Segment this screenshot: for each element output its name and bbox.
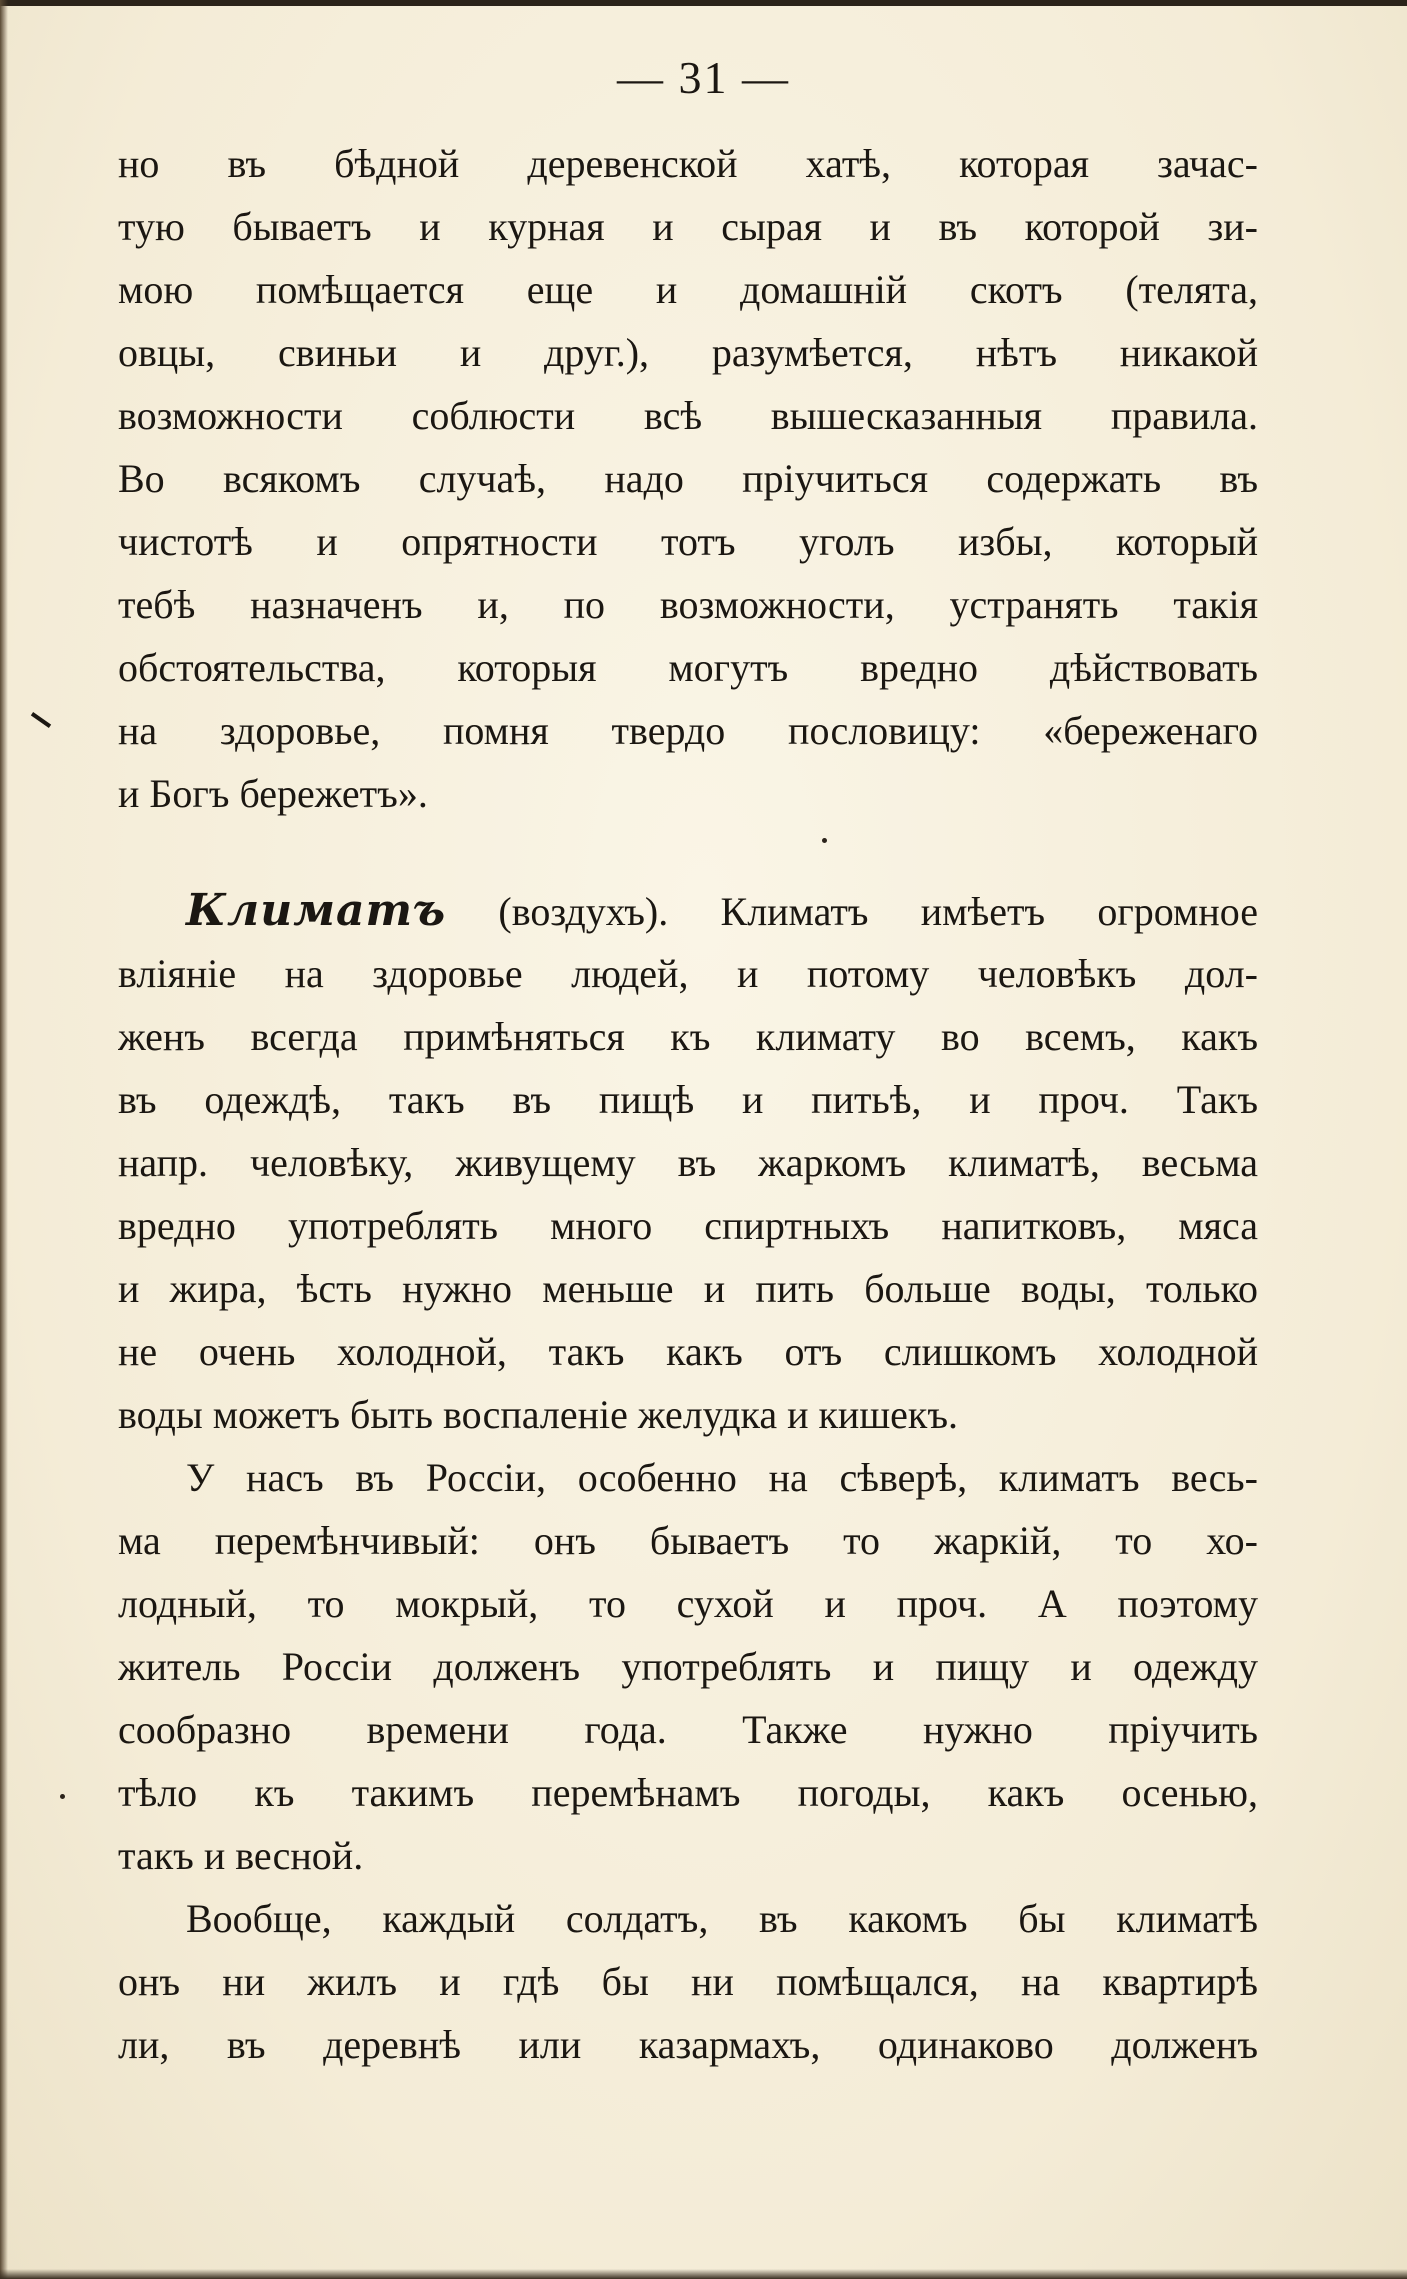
text-line: и жира, ѣсть нужно меньше и пить больше воды, только: [118, 1266, 1258, 1311]
text-line: такъ и весной.: [118, 1833, 364, 1878]
text-line: напр. человѣку, живущему въ жаркомъ климатѣ, весьма: [118, 1140, 1258, 1185]
top-border-rule: [0, 0, 1407, 6]
text-line: вліяніе на здоровье людей, и потому человѣкъ дол-: [118, 951, 1258, 996]
margin-pencil-mark: [31, 712, 51, 728]
text-line: онъ ни жилъ и гдѣ бы ни помѣщался, на квартирѣ: [118, 1959, 1258, 2004]
page-left-edge-shadow: [0, 0, 8, 2279]
paragraph-climate: [118, 879, 1258, 1446]
body-text: [118, 132, 1258, 2076]
ink-speck: [60, 1794, 65, 1799]
text-line: тебѣ назначенъ и, по возможности, устранять такія: [118, 582, 1258, 627]
text-line: лодный, то мокрый, то сухой и проч. А поэтому: [118, 1581, 1258, 1626]
text-line: женъ всегда примѣняться къ климату во всемъ, какъ: [118, 1014, 1258, 1059]
paragraph-1: [118, 132, 1258, 825]
page-number: — 31 —: [617, 52, 790, 103]
text-line: въ одеждѣ, такъ въ пищѣ и питьѣ, и проч. Такъ: [118, 1077, 1258, 1122]
text-line: мою помѣщается еще и домашній скотъ (телята,: [118, 267, 1258, 312]
section-first-line: [118, 879, 1258, 942]
text-line: ли, въ деревнѣ или казармахъ, одинаково долженъ: [118, 2022, 1258, 2067]
text-line: обстоятельства, которыя могутъ вредно дѣйствовать: [118, 645, 1258, 690]
text-line: и Богъ бережетъ».: [118, 771, 428, 816]
section-heading: Климатъ: [186, 885, 447, 936]
text-line: тую бываетъ и курная и сырая и въ которой зи-: [118, 204, 1258, 249]
text-line: Вообще, каждый солдатъ, въ какомъ бы климатѣ: [186, 1896, 1258, 1941]
text-line: но въ бѣдной деревенской хатѣ, которая зачас-: [118, 141, 1258, 186]
paragraph-4: [118, 1887, 1258, 2076]
paragraph-3: [118, 1446, 1258, 1887]
text-line: не очень холодной, такъ какъ отъ слишкомъ холодной: [118, 1329, 1258, 1374]
text-line: житель Россіи долженъ употреблять и пищу и одежду: [118, 1644, 1258, 1689]
text-line: на здоровье, помня твердо пословицу: «береженаго: [118, 708, 1258, 753]
text-line: Во всякомъ случаѣ, надо пріучиться содержать въ: [118, 456, 1258, 501]
text-line: овцы, свиньи и друг.), разумѣется, нѣтъ никакой: [118, 330, 1258, 375]
text-line: сообразно времени года. Также нужно пріучить: [118, 1707, 1258, 1752]
text-line: ма перемѣнчивый: онъ бываетъ то жаркій, то хо-: [118, 1518, 1258, 1563]
text-line: возможности соблюсти всѣ вышесказанныя правила.: [118, 393, 1258, 438]
section-first-line-text: (воздухъ). Климатъ имѣетъ огромное: [498, 889, 1258, 934]
section-gap: [118, 825, 1258, 879]
text-line: чистотѣ и опрятности тотъ уголъ избы, который: [118, 519, 1258, 564]
text-line: У насъ въ Россіи, особенно на сѣверѣ, климатъ весь-: [186, 1455, 1258, 1500]
text-line: вредно употреблять много спиртныхъ напитковъ, мяса: [118, 1203, 1258, 1248]
text-line: тѣло къ такимъ перемѣнамъ погоды, какъ осенью,: [118, 1770, 1258, 1815]
text-line: воды можетъ быть воспаленіе желудка и кишекъ.: [118, 1392, 958, 1437]
page-bottom-edge-shadow: [0, 2269, 1407, 2279]
